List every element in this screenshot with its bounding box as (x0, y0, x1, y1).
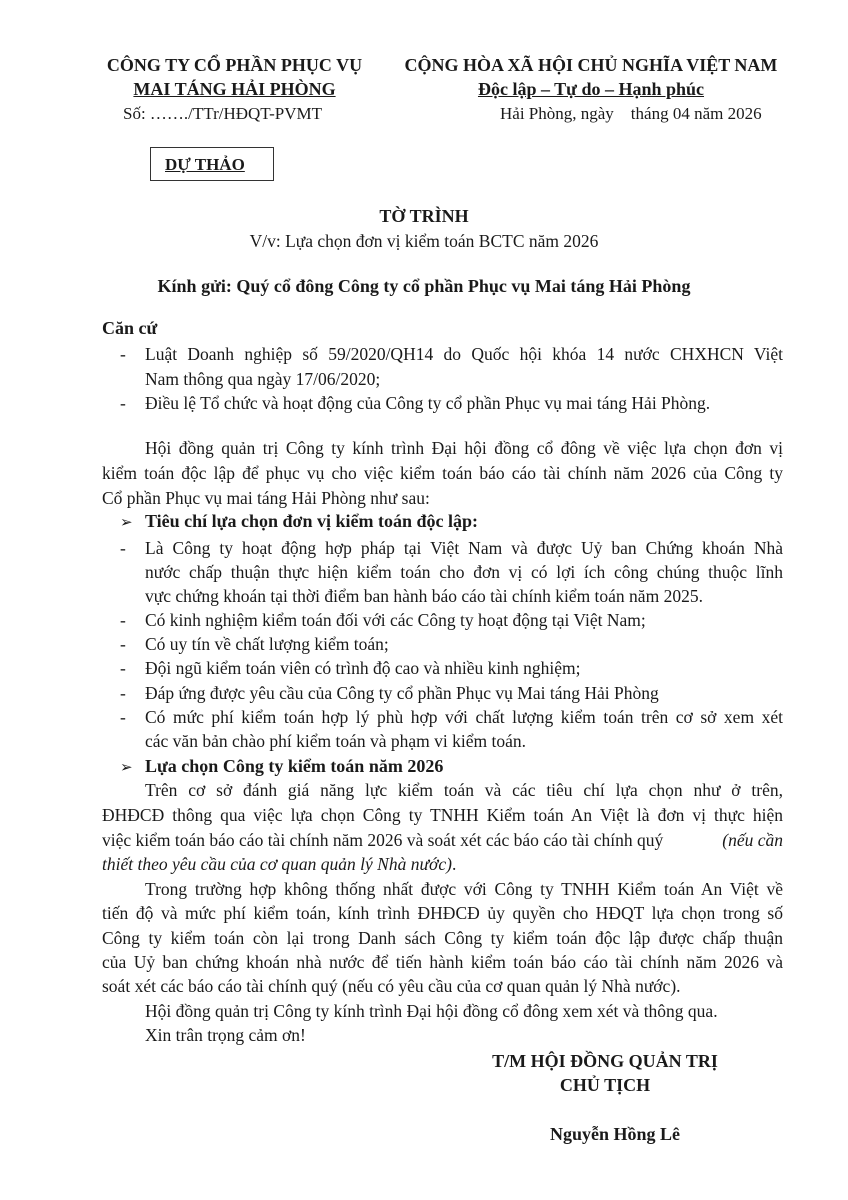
selection-p2-line5: soát xét các báo cáo tài chính quý (nếu có yêu cầu của cơ quan quản lý Nhà nước). (102, 976, 681, 996)
intro-line3: Cổ phần Phục vụ mai táng Hải Phòng như sau: (102, 488, 430, 508)
document-subject: V/v: Lựa chọn đơn vị kiểm toán BCTC năm 2026 (249, 231, 599, 251)
document-number: Số: ……./TTr/HĐQT-PVMT (123, 104, 323, 123)
criteria-heading: Tiêu chí lựa chọn đơn vị kiểm toán độc lập: (145, 511, 478, 531)
selection-p1-line4-end: . (451, 854, 457, 874)
criteria-c1-line2: nước chấp thuận thực hiện kiểm toán cho đơn vị có lợi ích công chúng thuộc lĩnh (145, 562, 783, 582)
criteria-c1-line1: Là Công ty hoạt động hợp pháp tại Việt Nam và được Uỷ ban Chứng khoán Nhà (145, 538, 783, 558)
selection-p1-line2: ĐHĐCĐ thông qua việc lựa chọn Công ty TNHH Kiểm toán An Việt là đơn vị thực hiện (102, 805, 783, 825)
criteria-c2: Có kinh nghiệm kiểm toán đối với các Công ty hoạt động tại Việt Nam; (145, 610, 646, 630)
date-line: Hải Phòng, ngày tháng 04 năm 2026 (500, 104, 762, 123)
company-name-line2: MAI TÁNG HẢI PHÒNG (133, 79, 336, 99)
bullet-dash: - (120, 393, 126, 413)
selection-p1-line3-italic: (nếu cần (722, 830, 783, 850)
basis-item2: Điều lệ Tổ chức và hoạt động của Công ty cổ phần Phục vụ mai táng Hải Phòng. (145, 393, 711, 413)
criteria-c1-line3: vực chứng khoán tại thời điểm ban hành báo cáo tài chính kiểm toán năm 2025. (145, 586, 703, 606)
criteria-c6-line1: Có mức phí kiểm toán hợp lý phù hợp với chất lượng kiểm toán trên cơ sở xem xét (145, 707, 783, 727)
motto: Độc lập – Tự do – Hạnh phúc (477, 79, 705, 99)
bullet-dash: - (120, 707, 126, 727)
arrowhead-right-icon: ➢ (120, 515, 133, 531)
criteria-c6-line2: các văn bản chào phí kiểm toán và phạm vi kiểm toán. (145, 731, 526, 751)
bullet-dash: - (120, 634, 126, 654)
selection-p2-line2: tiến độ và mức phí kiểm toán, kính trình ĐHĐCĐ ủy quyền cho HĐQT lựa chọn trong số (102, 903, 783, 923)
arrowhead-right-icon: ➢ (120, 760, 133, 776)
selection-p3: Hội đồng quản trị Công ty kính trình Đại hội đồng cổ đông xem xét và thông qua. (145, 1001, 718, 1021)
selection-p1-line3 (102, 830, 783, 851)
bullet-dash: - (120, 538, 126, 558)
thanks-line: Xin trân trọng cảm ơn! (145, 1025, 306, 1045)
signature-on-behalf: T/M HỘI ĐỒNG QUẢN TRỊ (492, 1051, 718, 1071)
signer-name: Nguyễn Hồng Lê (549, 1124, 681, 1144)
basis-heading: Căn cứ (102, 318, 158, 338)
nation-title: CỘNG HÒA XÃ HỘI CHỦ NGHĨA VIỆT NAM (404, 55, 778, 75)
selection-p1-line4-italic: thiết theo yêu cầu của cơ quan quản lý Nhà nước) (102, 854, 452, 874)
basis-item1-line1: Luật Doanh nghiệp số 59/2020/QH14 do Quốc hội khóa 14 nước CHXHCN Việt (145, 344, 783, 364)
bullet-dash: - (120, 610, 126, 630)
selection-heading: Lựa chọn Công ty kiểm toán năm 2026 (145, 756, 444, 776)
basis-item1-line2: Nam thông qua ngày 17/06/2020; (145, 369, 381, 389)
selection-p1-line3-plain: việc kiểm toán báo cáo tài chính năm 2026 và soát xét các báo cáo tài chính quý (102, 830, 664, 850)
signature-position: CHỦ TỊCH (559, 1075, 651, 1095)
draft-label: DỰ THẢO (150, 147, 274, 181)
recipient-line: Kính gửi: Quý cổ đông Công ty cổ phần Phục vụ Mai táng Hải Phòng (157, 276, 691, 296)
bullet-dash: - (120, 658, 126, 678)
selection-p2-line3: Công ty kiểm toán còn lại trong Danh sách Công ty kiểm toán độc lập được chấp thuận (102, 928, 783, 948)
selection-p1-line4 (102, 854, 456, 875)
criteria-c5: Đáp ứng được yêu cầu của Công ty cổ phần Phục vụ Mai táng Hải Phòng (145, 683, 659, 703)
intro-line2: kiểm toán độc lập để phục vụ cho việc kiểm toán báo cáo tài chính năm 2026 của Công ty (102, 463, 783, 483)
document-title: TỜ TRÌNH (379, 206, 469, 226)
selection-p2-line1: Trong trường hợp không thống nhất được với Công ty TNHH Kiểm toán An Việt về (145, 879, 783, 899)
bullet-dash: - (120, 344, 126, 364)
selection-p1-line1: Trên cơ sở đánh giá năng lực kiểm toán và các tiêu chí lựa chọn như ở trên, (145, 780, 783, 800)
company-name-line1: CÔNG TY CỔ PHẦN PHỤC VỤ (106, 55, 363, 75)
selection-p2-line4: của Uỷ ban chứng khoán nhà nước để tiến hành kiểm toán báo cáo tài chính năm 2026 và (102, 952, 783, 972)
criteria-c4: Đội ngũ kiểm toán viên có trình độ cao và nhiều kinh nghiệm; (145, 658, 581, 678)
criteria-c3: Có uy tín về chất lượng kiểm toán; (145, 634, 389, 654)
intro-line1: Hội đồng quản trị Công ty kính trình Đại hội đồng cổ đông về việc lựa chọn đơn vị (145, 438, 783, 458)
bullet-dash: - (120, 683, 126, 703)
